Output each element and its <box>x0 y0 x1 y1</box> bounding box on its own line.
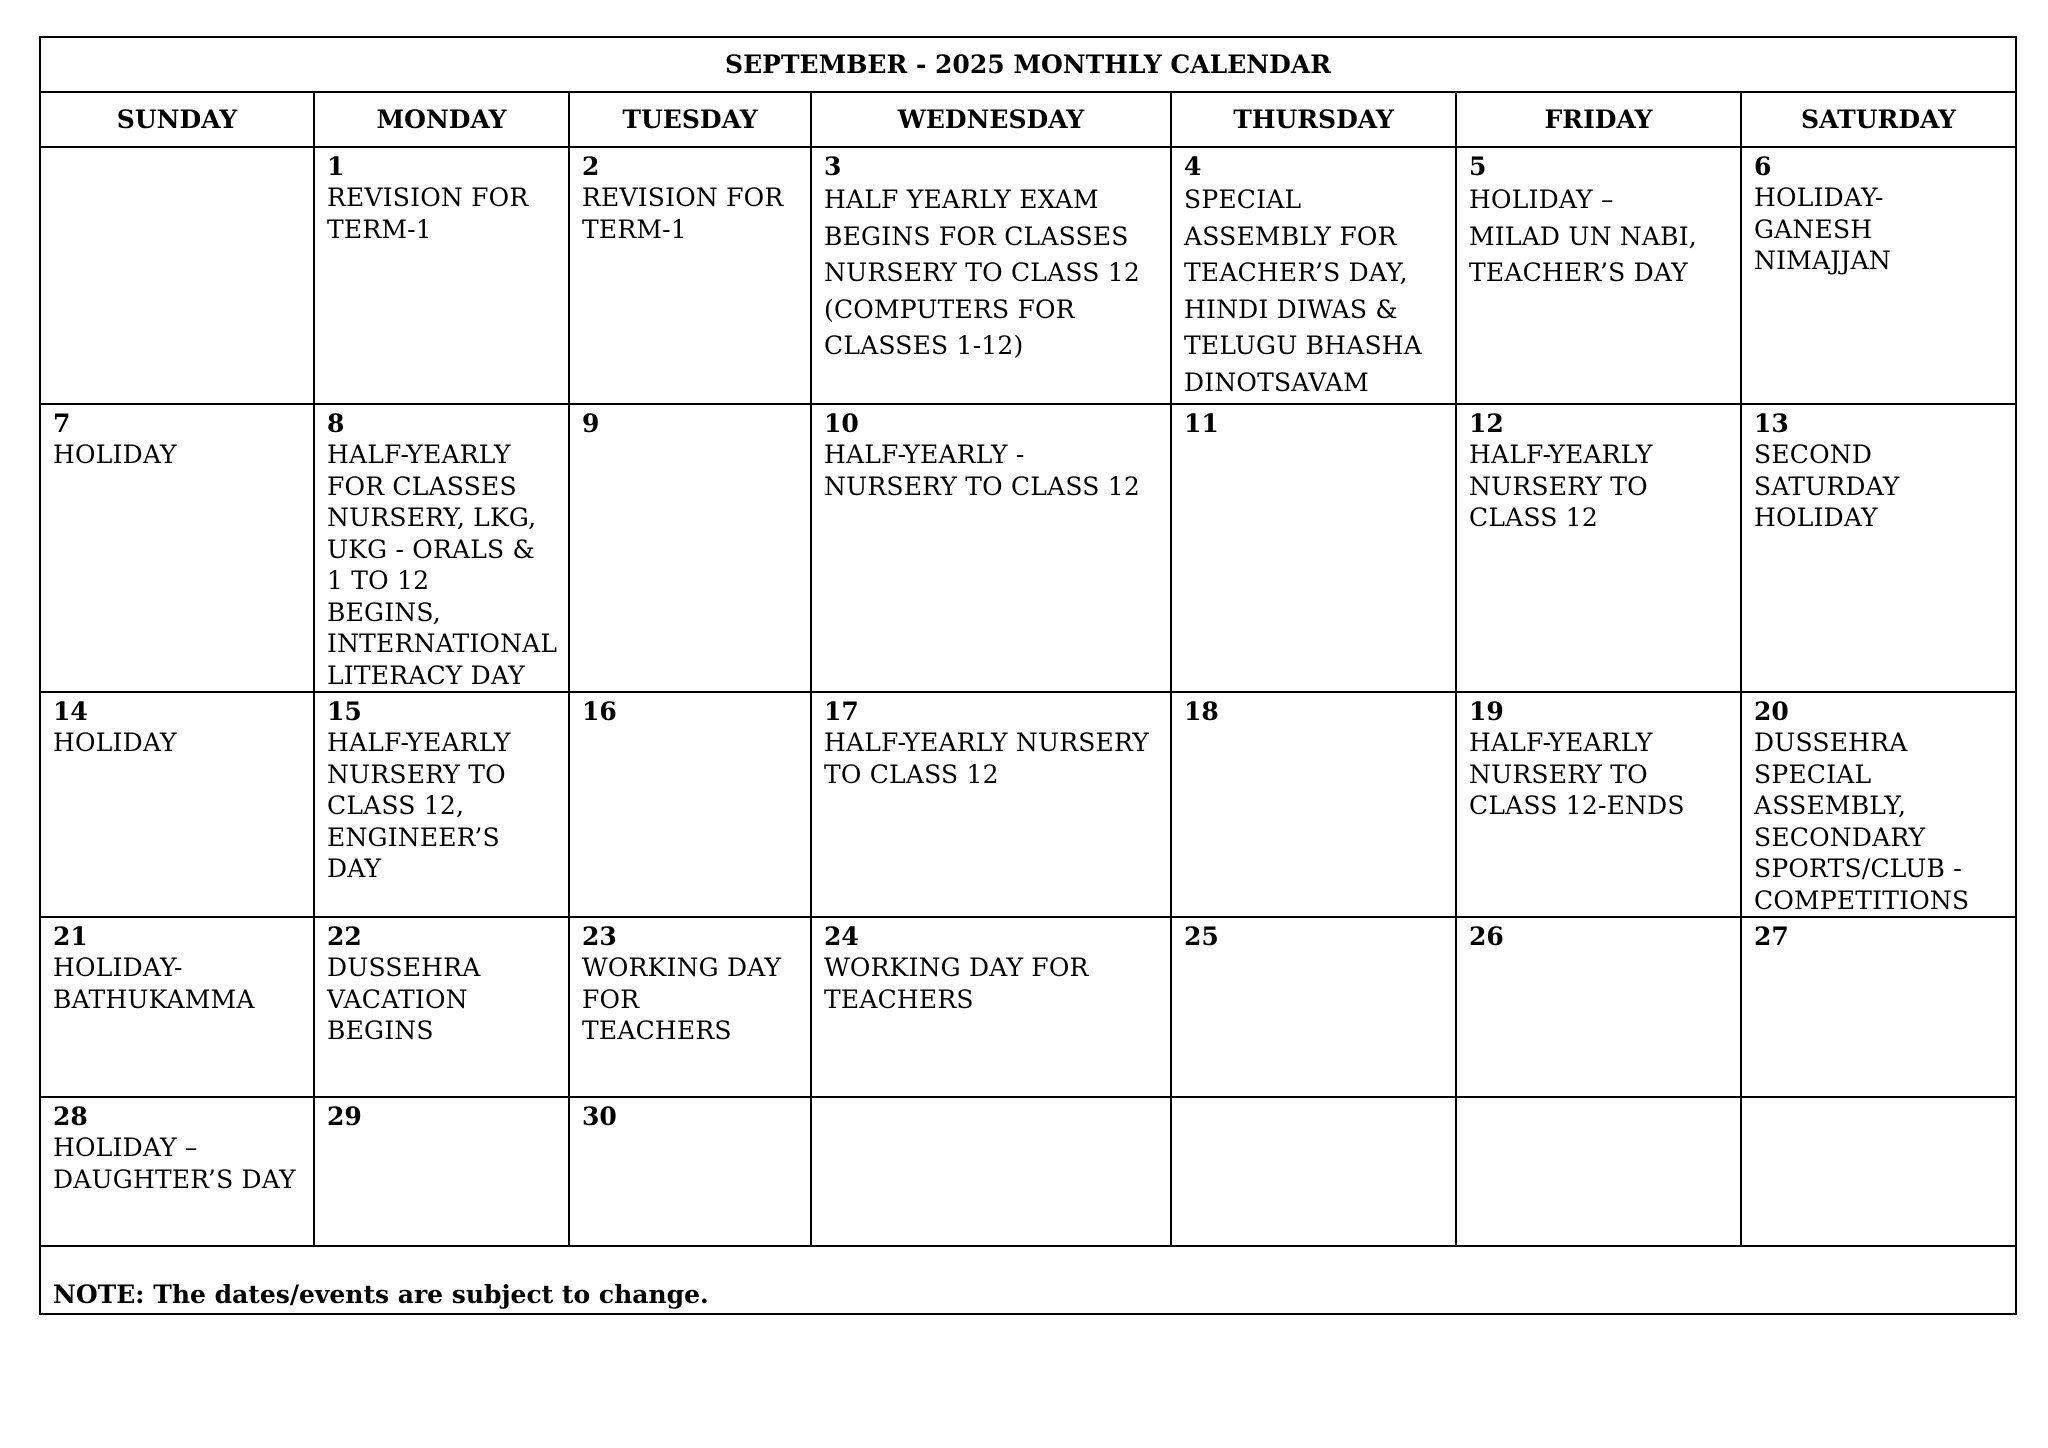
day-cell <box>1741 917 2016 1097</box>
day-cell <box>1171 1097 1456 1246</box>
day-cell <box>40 1097 314 1246</box>
date-number: 1 <box>327 152 345 181</box>
day-cell <box>811 404 1171 692</box>
day-cell <box>40 404 314 692</box>
event-text: REVISION FOR TERM-1 <box>582 183 784 244</box>
date-number: 29 <box>327 1102 362 1131</box>
date-number: 2 <box>582 152 600 181</box>
date-number: 5 <box>1469 152 1487 181</box>
day-cell <box>811 147 1171 404</box>
day-cell <box>1456 147 1741 404</box>
date-number: 27 <box>1754 922 1789 951</box>
date-number: 16 <box>582 697 617 726</box>
date-number: 22 <box>327 922 362 951</box>
day-cell <box>314 1097 569 1246</box>
date-number: 23 <box>582 922 617 951</box>
weekday-header-wednesday: WEDNESDAY <box>811 92 1171 147</box>
weekday-header-monday: MONDAY <box>314 92 569 147</box>
calendar-note: NOTE: The dates/events are subject to change. <box>40 1246 2016 1314</box>
date-number: 10 <box>824 409 859 438</box>
date-number: 28 <box>53 1102 88 1131</box>
weekday-header-row <box>40 92 2016 147</box>
event-text: HALF-YEARLY NURSERY TO CLASS 12-ENDS <box>1469 728 1685 820</box>
day-cell <box>811 917 1171 1097</box>
event-text: HOLIDAY <box>53 440 177 469</box>
event-text: DUSSEHRA SPECIAL ASSEMBLY, SECONDARY SPORTS/CLUB - COMPETITIONS <box>1754 728 1970 915</box>
date-number: 24 <box>824 922 859 951</box>
event-text: WORKING DAY FOR TEACHERS <box>824 953 1089 1014</box>
day-cell <box>314 917 569 1097</box>
event-text: HALF-YEARLY - NURSERY TO CLASS 12 <box>824 440 1140 501</box>
week-row-5 <box>40 1097 2016 1246</box>
event-text: HOLIDAY- BATHUKAMMA <box>53 953 255 1014</box>
day-cell <box>1456 692 1741 917</box>
date-number: 13 <box>1754 409 1789 438</box>
day-cell <box>1741 692 2016 917</box>
date-number: 6 <box>1754 152 1772 181</box>
day-cell <box>569 692 811 917</box>
date-number: 9 <box>582 409 600 438</box>
date-number: 12 <box>1469 409 1504 438</box>
week-row-3 <box>40 692 2016 917</box>
day-cell <box>569 1097 811 1246</box>
monthly-calendar <box>39 36 2017 1315</box>
weekday-header-sunday: SUNDAY <box>40 92 314 147</box>
day-cell <box>1741 404 2016 692</box>
date-number: 25 <box>1184 922 1219 951</box>
event-text: HALF-YEARLY NURSERY TO CLASS 12 <box>824 728 1149 789</box>
event-text: REVISION FOR TERM-1 <box>327 183 529 244</box>
week-row-2 <box>40 404 2016 692</box>
event-text: HALF-YEARLY FOR CLASSES NURSERY, LKG, UKG - ORALS & 1 TO 12 BEGINS, INTERNATIONAL LITERACY DAY <box>327 440 558 690</box>
date-number: 7 <box>53 409 71 438</box>
event-text: HOLIDAY- GANESH NIMAJJAN <box>1754 183 1891 275</box>
weekday-header-tuesday: TUESDAY <box>569 92 811 147</box>
day-cell <box>40 692 314 917</box>
weekday-header-thursday: THURSDAY <box>1171 92 1456 147</box>
event-text: SPECIAL ASSEMBLY FOR TEACHER’S DAY, HINDI DIWAS & TELUGU BHASHA DINOTSAVAM <box>1184 185 1423 397</box>
date-number: 20 <box>1754 697 1789 726</box>
date-number: 21 <box>53 922 88 951</box>
weekday-header-saturday: SATURDAY <box>1741 92 2016 147</box>
date-number: 26 <box>1469 922 1504 951</box>
day-cell <box>569 147 811 404</box>
event-text: HOLIDAY <box>53 728 177 757</box>
day-cell <box>1456 1097 1741 1246</box>
date-number: 30 <box>582 1102 617 1131</box>
date-number: 11 <box>1184 409 1219 438</box>
day-cell <box>569 404 811 692</box>
day-cell <box>1171 692 1456 917</box>
day-cell <box>811 692 1171 917</box>
day-cell <box>1741 147 2016 404</box>
date-number: 8 <box>327 409 345 438</box>
day-cell <box>314 404 569 692</box>
day-cell <box>1171 404 1456 692</box>
day-cell <box>40 917 314 1097</box>
date-number: 19 <box>1469 697 1504 726</box>
event-text: SECOND SATURDAY HOLIDAY <box>1754 440 1900 532</box>
event-text: HALF-YEARLY NURSERY TO CLASS 12, ENGINEER’S DAY <box>327 728 511 883</box>
event-text: HALF YEARLY EXAM BEGINS FOR CLASSES NURSERY TO CLASS 12 (COMPUTERS FOR CLASSES 1-12) <box>824 185 1140 360</box>
day-cell <box>1456 404 1741 692</box>
event-text: HALF-YEARLY NURSERY TO CLASS 12 <box>1469 440 1653 532</box>
day-cell <box>1741 1097 2016 1246</box>
day-cell <box>811 1097 1171 1246</box>
date-number: 14 <box>53 697 88 726</box>
day-cell <box>1456 917 1741 1097</box>
weekday-header-friday: FRIDAY <box>1456 92 1741 147</box>
date-number: 3 <box>824 152 842 181</box>
date-number: 18 <box>1184 697 1219 726</box>
event-text: HOLIDAY – DAUGHTER’S DAY <box>53 1133 296 1194</box>
day-cell <box>1171 917 1456 1097</box>
day-cell <box>314 147 569 404</box>
day-cell <box>569 917 811 1097</box>
week-row-4 <box>40 917 2016 1097</box>
date-number: 15 <box>327 697 362 726</box>
day-cell <box>1171 147 1456 404</box>
event-text: HOLIDAY – MILAD UN NABI, TEACHER’S DAY <box>1469 185 1697 287</box>
day-cell <box>314 692 569 917</box>
date-number: 17 <box>824 697 859 726</box>
event-text: WORKING DAY FOR TEACHERS <box>582 953 782 1045</box>
day-cell <box>40 147 314 404</box>
calendar-title: SEPTEMBER - 2025 MONTHLY CALENDAR <box>40 37 2016 92</box>
event-text: DUSSEHRA VACATION BEGINS <box>327 953 481 1045</box>
week-row-1 <box>40 147 2016 404</box>
date-number: 4 <box>1184 152 1202 181</box>
